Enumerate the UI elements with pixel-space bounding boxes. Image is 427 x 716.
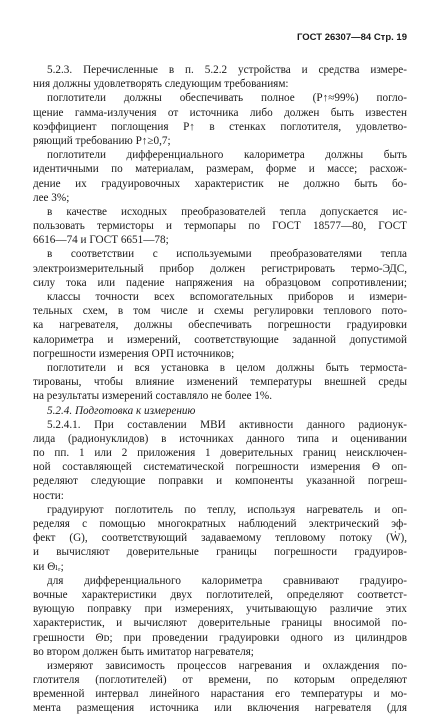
text-line: в качестве исходных преобразователей тепла допускается ис- <box>47 205 407 218</box>
text-line: ка нагревателя, должны обеспечивать погрешности градуировки <box>33 319 407 332</box>
text-line: в соответствии с используемыми преобразователями тепла <box>47 248 407 261</box>
text-line: калориметра и измерений, соответствующие заданной допустимой <box>33 333 407 346</box>
text-line: ределяют следующие поправки и компоненты указанной погреш- <box>33 475 407 488</box>
text-line: характеристик, и вычисляют доверительные границы вносимой по- <box>33 617 407 630</box>
text-line: тельных схем, в том числе и схемы регулировки теплового пото- <box>33 305 407 318</box>
text-line: 5.2.4.1. При составлении МВИ активности данного радионук- <box>47 418 407 431</box>
text-line: вующую поправку при измерениях, учитывающую различие этих <box>33 603 407 616</box>
text-line: глотителя (поглотителей) от времени, по которым определяют <box>33 674 407 687</box>
text-line: ряющий требованию P↑≥0,7; <box>33 134 171 147</box>
text-line: фект (G), соответствующий задаваемому тепловому потоку (Ẇ), <box>33 532 407 545</box>
page-header: ГОСТ 26307—84 Стр. 19 <box>296 32 407 43</box>
text-line: лее 3%; <box>33 191 70 204</box>
text-line: поглотители дифференциального калориметра должны быть <box>47 149 407 162</box>
text-line: на результаты измерений составляло не более 1%. <box>33 390 273 403</box>
text-line: погрешности измерения ОРП источников; <box>33 347 235 360</box>
text-line: тированы, чтобы влияние изменений температуры внешней среды <box>33 376 407 389</box>
text-line: измеряют зависимость процессов нагревания и охлаждения по- <box>47 659 407 672</box>
text-line: дение их градуировочных характеристик не должно быть бо- <box>33 177 407 190</box>
text-line: 5.2.3. Перечисленные в п. 5.2.2 устройства и средства измере- <box>47 64 407 76</box>
text-line: поглотители должны обеспечивать полное (P↑≈99%) погло- <box>47 92 407 105</box>
text-line: вочные характеристики двух поглотителей, определяют соответст- <box>33 588 407 601</box>
text-line: градуируют поглотитель по теплу, используя нагреватель и оп- <box>47 503 407 516</box>
text-line: ки Θₗᵣ; <box>33 560 64 573</box>
text-line: по пп. 1 или 2 приложения 1 доверительных границ неисключен- <box>33 447 407 460</box>
text-line: идентичными по материалам, размерам, форме и массе; расхож- <box>33 163 407 176</box>
text-line: для дифференциального калориметра сравнивают градуиро- <box>47 574 407 587</box>
text-line: 5.2.4. Подготовка к измерению <box>47 404 196 417</box>
text-line: 6616—74 и ГОСТ 6651—78; <box>33 234 169 247</box>
text-line: пользовать термисторы и термопары по ГОСТ 18577—80, ГОСТ <box>33 220 407 233</box>
text-line: ной составляющей систематической погрешности измерения Θ оп- <box>33 461 407 474</box>
text-line: ределяя с помощью многократных наблюдений электрический эф- <box>33 518 407 530</box>
text-line: грешности Θᴅ; при проведении градуировки одного из цилиндров <box>33 631 407 644</box>
text-line: силу тока или падение напряжения на образцовом сопротивлении; <box>33 276 407 289</box>
text-line: поглотители и вся установка в целом должны быть термоста- <box>47 361 407 374</box>
text-line: ности: <box>33 489 64 502</box>
text-line: ния должны удовлетворять следующим требованиям: <box>33 78 289 91</box>
text-line: мента размещения источника или включения нагревателя (для <box>33 702 407 715</box>
text-line: щение гамма-излучения от источника либо должен быть известен <box>33 106 407 119</box>
text-line: классы точности всех вспомогательных приборов и измери- <box>47 291 407 303</box>
text-line: электроизмерительный прибор должен регистрировать термо-ЭДС, <box>33 262 407 275</box>
text-line: временной интервал линейного нарастания его температуры и мо- <box>33 688 407 701</box>
text-line: и вычисляют доверительные границы погрешности градуиров- <box>33 546 407 559</box>
text-line: коэффициент поглощения P↑ в стенках поглотителя, удовлетво- <box>33 120 407 133</box>
text-line: лида (радионуклидов) в источниках данного типа и оценивании <box>33 432 407 445</box>
body-text <box>33 63 407 716</box>
text-line: во втором должен быть имитатор нагревателя; <box>33 645 254 658</box>
